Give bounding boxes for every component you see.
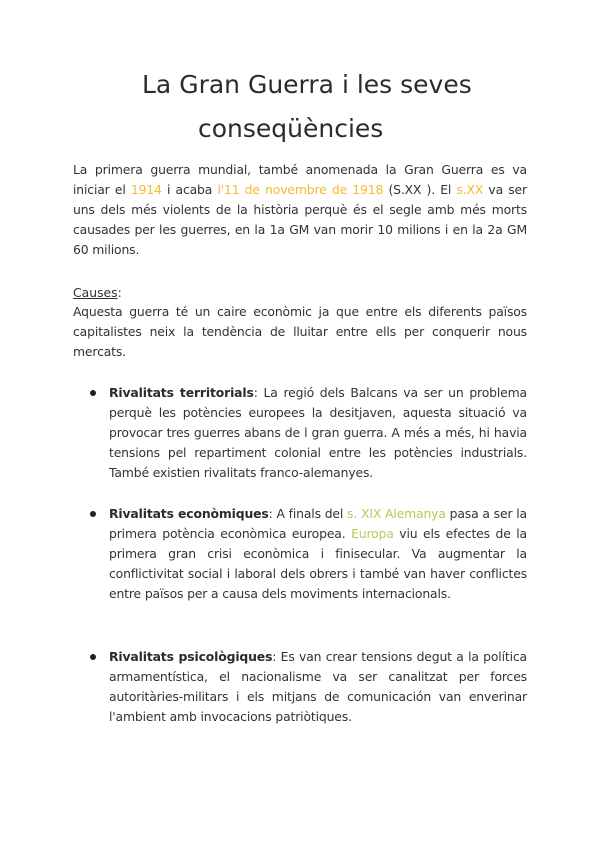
intro-text-4: va ser uns dels més violents de la història perquè és el segle amb més morts causades per les guerres, en la 1a GM van morir 10 milions i en la 2a GM 60 milions. [73, 182, 527, 257]
intro-highlight-century: s.XX [456, 182, 484, 197]
bullet-psychological-text: : Es van crear tensions degut a la política armamentística, el nacionalisme va ser canalitzat per forces autoritàries-militars i els mitjans de comunicación van enverinar l'ambient amb invocacions patriòtiques. [109, 649, 528, 724]
bullet-dot-icon [90, 390, 96, 396]
bullet-dot-icon [90, 511, 96, 517]
bullet-territorial-label: Rivalitats territorials [109, 385, 254, 400]
causes-heading-colon: : [117, 285, 122, 300]
bullet-economic-highlight-2: Europa [351, 526, 394, 541]
bullet-economic [109, 504, 527, 604]
intro-text-2: i acaba [161, 182, 218, 197]
causes-heading [73, 283, 122, 303]
bullet-psychological [109, 647, 527, 727]
page-title-line-1: La Gran Guerra i les seves [142, 70, 472, 99]
intro-highlight-end-date: l'11 de novembre de 1918 [217, 182, 384, 197]
bullet-territorial [109, 383, 527, 483]
intro-text-1: La primera guerra mundial, també anomenada la Gran Guerra es va iniciar el [73, 162, 527, 197]
bullet-territorial-text: : La regió dels Balcans va ser un problema perquè les potències europees la desitjaven, aquesta situació va provocar tres guerres abans de l gran guerra. A més a més, hi havia tensions pel repartiment colonial entre les potències industrials. També existien rivalitats franco-alemanyes. [109, 385, 527, 480]
causes-paragraph: Aquesta guerra té un caire econòmic ja que entre els diferents països capitalistes neix la tendència de lluitar entre ells per conquerir nous mercats. [73, 304, 527, 359]
bullet-economic-highlight-1: s. XIX Alemanya [347, 506, 446, 521]
bullet-dot-icon [90, 654, 96, 660]
intro-text-3: (S.XX ). El [383, 182, 457, 197]
page-title-line-2: conseqüències [198, 114, 384, 143]
bullet-economic-text-3: viu els efectes de la primera gran crisi econòmica i finisecular. Va augmentar la conflictivitat social i laboral dels obrers i també van haver conflictes entre països per a causa dels moviments internacionals. [109, 526, 527, 601]
bullet-economic-text-1: : A finals del [268, 506, 348, 521]
bullet-psychological-label: Rivalitats psicològiques [109, 649, 273, 664]
intro-highlight-year-start: 1914 [130, 182, 162, 197]
intro-paragraph [73, 160, 527, 260]
causes-heading-label: Causes [73, 285, 118, 300]
bullet-economic-text-2: pasa a ser la primera potència econòmica europea. [109, 506, 527, 541]
bullet-economic-label: Rivalitats econòmiques [109, 506, 269, 521]
